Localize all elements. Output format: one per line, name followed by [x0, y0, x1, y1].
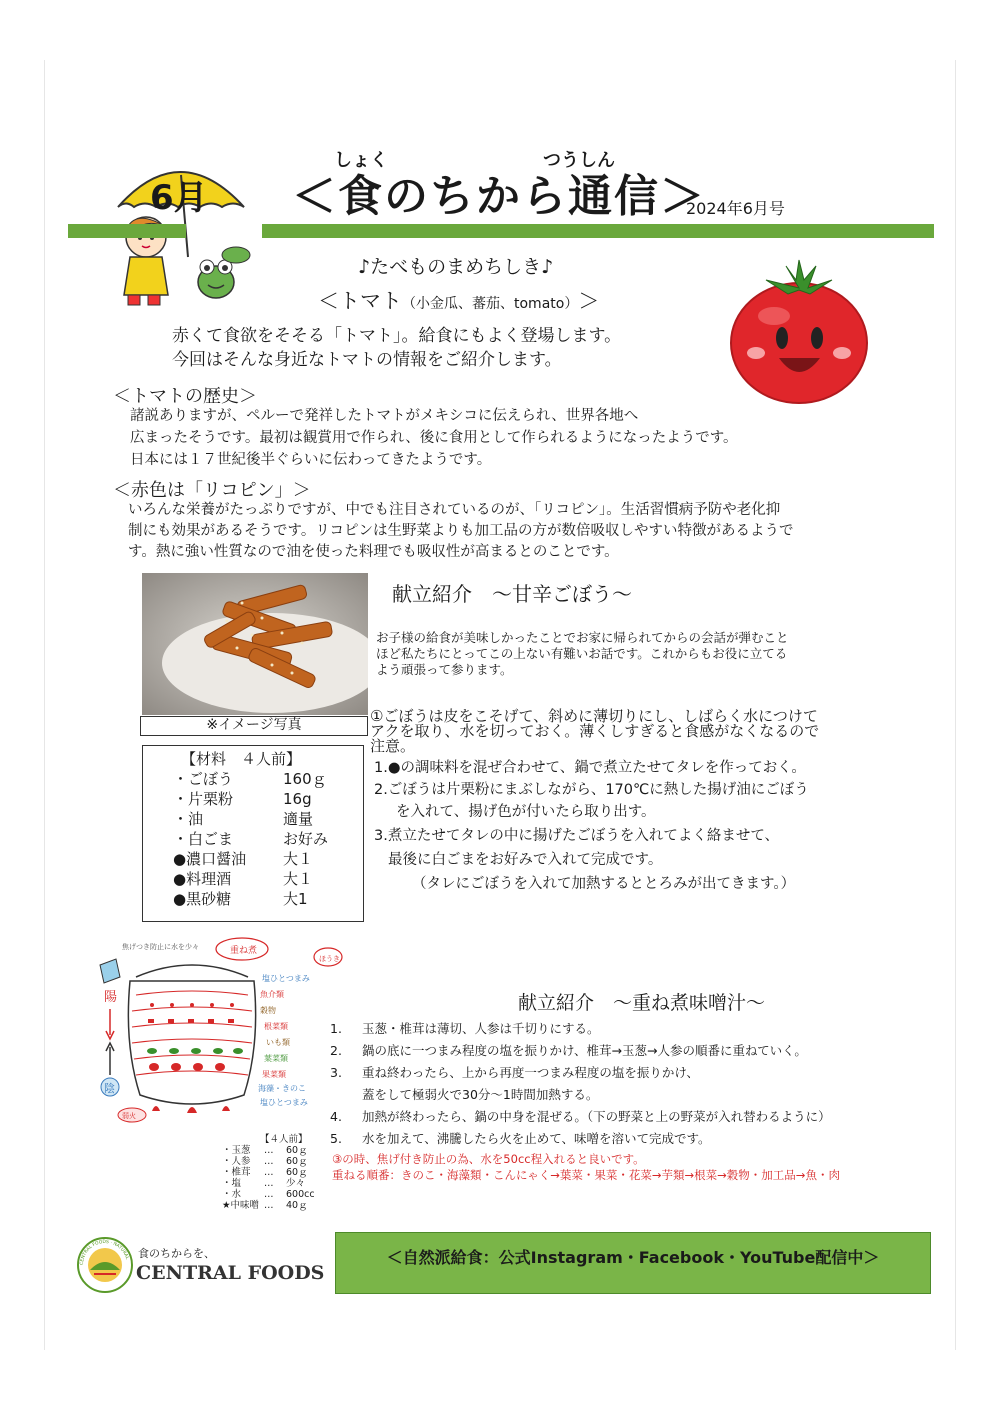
menu2-step — [330, 1129, 711, 1147]
ingredient-name: ★中味噌 — [222, 1200, 260, 1211]
ingredients-title: 【材料 ４人前】 — [181, 750, 302, 768]
history-line-3: 日本には１７世紀後半ぐらいに伝わってきたようです。 — [130, 452, 492, 468]
yin-label: 陰 — [104, 1082, 115, 1095]
ingredient-name: ●料理酒 — [173, 870, 232, 888]
fire-label: 弱火 — [122, 1112, 136, 1120]
ingredient-row — [222, 1145, 315, 1156]
header-bar-right — [262, 224, 934, 238]
lead-line-1: 赤くて食欲をそそる「トマト」。給食にもよく登場します。 — [172, 326, 622, 346]
ingredient-row — [173, 769, 363, 789]
diagram-bubble-2: ほうき — [319, 955, 340, 963]
layer-label: いも類 — [266, 1038, 290, 1047]
ingredient-dots: … — [264, 1156, 274, 1167]
ingredient-name: ・塩 — [222, 1178, 242, 1189]
step-text: 蓋をして極弱火で30分～1時間加熱する。 — [362, 1087, 599, 1102]
ingredient-amount: 少々 — [286, 1178, 306, 1189]
yang-label: 陽 — [104, 990, 118, 1005]
ingredient-name: ・人参 — [222, 1156, 251, 1167]
menu2-step — [330, 1019, 600, 1037]
ingredient-amount: 16g — [283, 790, 312, 808]
ingredient-name: ・ごぼう — [173, 770, 234, 788]
ingredient-row — [173, 789, 363, 809]
menu1-step-2a: 2.ごぼうは片栗粉にまぶしながら、170℃に熱した揚げ油にごぼう — [374, 782, 809, 798]
ingredient-amount: 160ｇ — [283, 770, 327, 788]
diagram-bubble: 重ね煮 — [230, 946, 258, 956]
layer-label: 果菜類 — [262, 1070, 286, 1079]
ingredient-amount: 大1 — [283, 890, 308, 908]
ingredient-row — [222, 1200, 315, 1211]
topic-name: ＜トマト — [318, 289, 402, 313]
topic-close: ＞ — [578, 289, 600, 313]
page-border-right — [955, 60, 956, 1350]
layer-label: 塩ひとつまみ — [262, 974, 310, 983]
logo-name: CENTRAL FOODS — [136, 1262, 325, 1284]
step-text: 玉葱・椎茸は薄切、人参は千切りにする。 — [362, 1021, 600, 1036]
step-number: 3. — [330, 1065, 342, 1080]
menu1-step-note: （タレにごぼうを入れて加熱するととろみが出てきます。） — [412, 876, 796, 892]
ingredient-amount: 60ｇ — [286, 1167, 308, 1178]
step-number: 5. — [330, 1131, 342, 1146]
ingredient-dots: … — [264, 1167, 274, 1178]
history-heading: ＜トマトの歴史＞ — [113, 386, 257, 407]
menu2-title: 献立紹介 ～重ね煮味噌汁～ — [518, 992, 766, 1014]
layer-label: 根菜類 — [264, 1022, 288, 1031]
step-number: 1. — [330, 1021, 342, 1036]
step-text: 水を加えて、沸騰したら火を止めて、味噌を溶いて完成です。 — [362, 1131, 711, 1146]
menu1-desc-1: お子様の給食が美味しかったことでお家に帰られてからの会話が弾むこと — [376, 630, 789, 645]
ingredient-amount: 大１ — [283, 850, 314, 868]
history-line-2: 広まったそうです。最初は観賞用で作られ、後に食用として作られるようになったようです。 — [130, 430, 738, 446]
step-number: 4. — [330, 1109, 342, 1124]
ingredient-amount: 40ｇ — [286, 1200, 308, 1211]
ingredient-name: ●濃口醤油 — [173, 850, 247, 868]
ingredient-row — [222, 1178, 315, 1189]
ingredient-name: ●黒砂糖 — [173, 890, 232, 908]
social-banner-text: ＜自然派給食：公式Instagram・Facebook・YouTube配信中＞ — [386, 1248, 880, 1267]
ingredient-row — [173, 849, 363, 869]
header-bar-left — [68, 224, 186, 238]
ingredient-dots: … — [264, 1145, 274, 1156]
ingredient-row — [173, 869, 363, 889]
social-banner — [335, 1232, 931, 1294]
lycopene-line-3: す。熱に強い性質なので油を使った料理でも吸収性が高まるとのことです。 — [128, 544, 619, 560]
menu1-step-0a: ①ごぼうは皮をこそげて、斜めに薄切りにし、しばらく水につけて — [370, 707, 818, 725]
ingredient-dots: … — [264, 1200, 274, 1211]
ingredient-row — [173, 809, 363, 829]
menu1-step-2b: を入れて、揚げ色が付いたら取り出す。 — [396, 804, 656, 820]
ingredient-name: ・水 — [222, 1189, 242, 1200]
layer-label: 魚介類 — [260, 990, 284, 999]
menu2-note-2: 重ねる順番：きのこ・海藻類・こんにゃく→葉菜・果菜・花菜→芋類→根菜→穀物・加工品→魚・肉 — [332, 1168, 840, 1182]
menu1-desc-3: よう頑張って参ります。 — [376, 662, 513, 677]
logo-tagline: 食のちからを、 — [138, 1247, 215, 1260]
topic-aliases: （小金瓜、蕃茄、tomato） — [402, 296, 579, 312]
menu1-step-0c: 注意。 — [370, 737, 416, 755]
step-text: 鍋の底に一つまみ程度の塩を振りかけ、椎茸→玉葱→人参の順番に重ねていく。 — [362, 1043, 807, 1058]
ingredients-box — [142, 745, 364, 922]
ingredient-amount: 60ｇ — [286, 1145, 308, 1156]
ingredient-row — [222, 1189, 315, 1200]
ingredient-name: ・玉葱 — [222, 1145, 251, 1156]
step-number: 2. — [330, 1043, 342, 1058]
menu2-note-1: ③の時、焦げ付き防止の為、水を50cc程入れると良いです。 — [332, 1152, 645, 1166]
issue-date: 2024年6月号 — [686, 199, 785, 218]
newsletter-title: ＜食のちから通信＞ — [292, 171, 706, 222]
menu1-step-0b: アクを取り、水を切っておく。薄くしすぎると食感がなくなるので — [370, 722, 820, 740]
ingredient-name: ・椎茸 — [222, 1167, 251, 1178]
lycopene-line-2: 制にも効果があるそうです。リコピンは生野菜よりも加工品の方が数倍吸収しやすい特徴があるようで — [128, 523, 794, 539]
step-text: 加熱が終わったら、鍋の中身を混ぜる。（下の野菜と上の野菜が入れ替わるように） — [362, 1109, 831, 1124]
ingredient-row — [222, 1156, 315, 1167]
ingredient-row — [222, 1167, 315, 1178]
ingredient-amount: お好み — [283, 830, 329, 848]
ingredient-amount: 600cc — [286, 1189, 315, 1200]
section-label: ♪たべものまめちしき♪ — [358, 256, 554, 278]
ingredient-name: ・白ごま — [173, 830, 234, 848]
lycopene-heading: ＜赤色は「リコピン」＞ — [113, 480, 311, 501]
menu1-step-3b: 最後に白ごまをお好みで入れて完成です。 — [388, 852, 663, 868]
menu1-step-3a: 3.煮立たせてタレの中に揚げたごぼうを入れてよく絡ませて、 — [374, 828, 780, 844]
ingredient-dots: … — [264, 1189, 274, 1200]
ingredient-name: ・油 — [173, 810, 204, 828]
menu1-title: 献立紹介 ～甘辛ごぼう～ — [392, 582, 632, 606]
menu2-step — [330, 1063, 699, 1081]
layer-label: 塩ひとつまみ — [260, 1098, 308, 1107]
layer-label: 葉菜類 — [264, 1054, 288, 1063]
month-label: 6月 — [150, 178, 208, 218]
ruby-shoku: しょく — [334, 150, 388, 171]
kasaneni-pot-diagram — [92, 935, 352, 1125]
lead-line-2: 今回はそんな身近なトマトの情報をご紹介します。 — [172, 350, 562, 370]
layer-label: 海藻・きのこ — [258, 1084, 306, 1093]
ingredient-amount: 大１ — [283, 870, 314, 888]
ingredient-row — [173, 829, 363, 849]
tomato-character — [724, 258, 874, 408]
diagram-top-note: 焦げつき防止に水を少々 — [122, 943, 199, 951]
layer-label: 穀物 — [260, 1006, 276, 1015]
ingredient-row — [173, 889, 363, 909]
page-border-left — [44, 60, 45, 1350]
ingredient-dots: … — [264, 1178, 274, 1189]
ingredient-amount: 適量 — [283, 810, 314, 828]
menu1-step-1: 1.●の調味料を混ぜ合わせて、鍋で煮立たせてタレを作っておく。 — [374, 760, 806, 776]
step-text: 重ね終わったら、上から再度一つまみ程度の塩を振りかけ、 — [362, 1065, 699, 1080]
menu2-step — [330, 1085, 598, 1103]
ingredient-amount: 60ｇ — [286, 1156, 308, 1167]
history-line-1: 諸説ありますが、ペルーで発祥したトマトがメキシコに伝えられ、世界各地へ — [130, 408, 639, 424]
lycopene-line-1: いろんな栄養がたっぷりですが、中でも注目されているのが、「リコピン」。生活習慣病予防や老化抑 — [128, 502, 781, 518]
logo-ring-text: CENTRAL FOODS · NATURAL — [79, 1239, 130, 1266]
central-foods-logo — [76, 1236, 134, 1294]
ingredient-name: ・片栗粉 — [173, 790, 234, 808]
menu1-desc-2: ほど私たちにとってこの上ない有難いお話です。これからもお役に立てる — [376, 646, 788, 661]
miso-ingredients — [222, 1134, 315, 1211]
miso-ingredients-title: 【４人前】 — [260, 1134, 308, 1145]
topic-heading — [318, 285, 599, 315]
menu2-step — [330, 1041, 807, 1059]
photo-caption: ※イメージ写真 — [140, 716, 368, 736]
burdock-photo — [142, 573, 368, 715]
ruby-tsushin: つうしん — [543, 150, 615, 171]
menu2-step — [330, 1107, 831, 1125]
